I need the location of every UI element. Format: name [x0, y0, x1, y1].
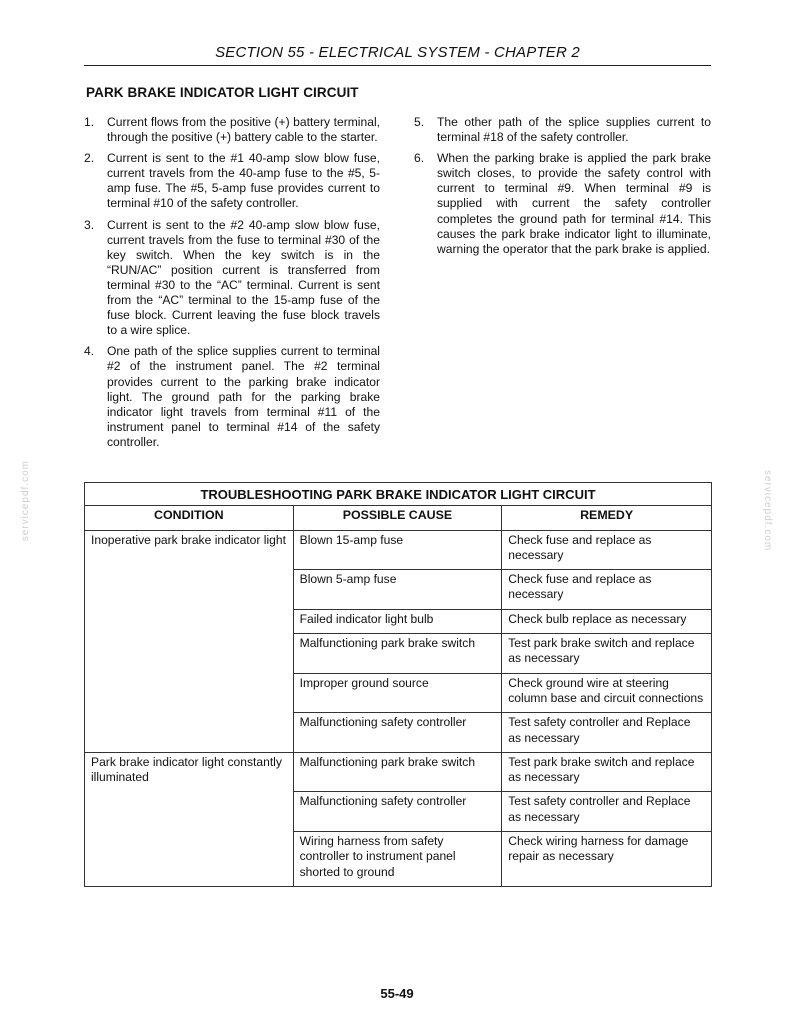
column-header-remedy: REMEDY: [502, 506, 712, 530]
step-text: One path of the splice supplies current to terminal #2 of the instrument panel. The #2 terminal provides current to the parking brake indicator light. The ground path for the parking brake indicator light travels from terminal #11 of the instrument panel to terminal #14 of the safety controller.: [107, 344, 380, 449]
cause-cell: Malfunctioning park brake switch: [293, 634, 502, 674]
step-item: [414, 115, 711, 145]
remedy-cell: Check bulb replace as necessary: [502, 609, 712, 633]
step-text: When the parking brake is applied the park brake switch closes, to provide the safety control with current to terminal #9. When terminal #9 is supplied with current the safety controller completes the ground path for terminal #14. This causes the park brake indicator light to illuminate, warning the operator that the park brake is applied.: [437, 151, 711, 256]
remedy-cell: Check ground wire at steering column base and circuit connections: [502, 673, 712, 713]
step-item: [84, 151, 380, 211]
header-rule: [84, 65, 711, 66]
cause-cell: Improper ground source: [293, 673, 502, 713]
table-header-row: [85, 506, 712, 530]
troubleshooting-table: [84, 482, 712, 887]
table-row: [85, 530, 712, 570]
remedy-cell: Test safety controller and Replace as necessary: [502, 713, 712, 753]
step-text: Current is sent to the #2 40-amp slow blow fuse, current travels from the fuse to terminal #30 of the key switch. When the key switch is in the “RUN/AC” position current is transferred from terminal #30 to the “AC” terminal. Current is sent from the “AC” terminal to the 15-amp fuse of the fuse block. Current leaving the fuse block travels to a wire splice.: [107, 217, 380, 338]
table-row: [85, 752, 712, 792]
cause-cell: Malfunctioning safety controller: [293, 713, 502, 753]
step-number: 4.: [84, 344, 95, 359]
cause-cell: Blown 15-amp fuse: [293, 530, 502, 570]
condition-cell: Inoperative park brake indicator light: [85, 530, 294, 752]
cause-cell: Wiring harness from safety controller to instrument panel shorted to ground: [293, 832, 502, 887]
watermark-right: servicepdf.com: [762, 470, 773, 552]
watermark-left: servicepdf.com: [20, 460, 31, 542]
remedy-cell: Check fuse and replace as necessary: [502, 530, 712, 570]
step-number: 5.: [414, 115, 425, 129]
column-header-condition: CONDITION: [85, 506, 294, 530]
step-text: Current flows from the positive (+) battery terminal, through the positive (+) battery cable to the starter.: [107, 115, 380, 145]
table-title-row: [85, 483, 712, 506]
cause-cell: Malfunctioning park brake switch: [293, 752, 502, 792]
step-text: Current is sent to the #1 40-amp slow blow fuse, current travels from the 40-amp fuse to the #5, 5-amp fuse. The #5, 5-amp fuse provides current to terminal #10 of the safety controller.: [107, 151, 380, 211]
remedy-cell: Check wiring harness for damage repair as necessary: [502, 832, 712, 887]
column-header-cause: POSSIBLE CAUSE: [293, 506, 502, 530]
cause-cell: Blown 5-amp fuse: [293, 570, 502, 610]
steps-list-left: [84, 115, 380, 456]
condition-cell: Park brake indicator light constantly illuminated: [85, 752, 294, 886]
step-item: [84, 115, 380, 145]
section-title: PARK BRAKE INDICATOR LIGHT CIRCUIT: [86, 85, 359, 100]
steps-list-right: [414, 115, 711, 263]
step-number: 1.: [84, 115, 95, 129]
step-item: [414, 151, 711, 257]
remedy-cell: Test park brake switch and replace as necessary: [502, 634, 712, 674]
step-item: [84, 218, 380, 339]
page-header: SECTION 55 - ELECTRICAL SYSTEM - CHAPTER 2: [215, 44, 580, 61]
cause-cell: Malfunctioning safety controller: [293, 792, 502, 832]
table-title: TROUBLESHOOTING PARK BRAKE INDICATOR LIGHT CIRCUIT: [85, 483, 712, 506]
cause-cell: Failed indicator light bulb: [293, 609, 502, 633]
page-number: 55-49: [380, 986, 414, 1001]
remedy-cell: Test park brake switch and replace as necessary: [502, 752, 712, 792]
step-number: 3.: [84, 217, 95, 232]
step-number: 6.: [414, 151, 425, 166]
step-text: The other path of the splice supplies current to terminal #18 of the safety controller.: [437, 115, 711, 145]
step-number: 2.: [84, 151, 95, 166]
step-item: [84, 344, 380, 450]
remedy-cell: Check fuse and replace as necessary: [502, 570, 712, 610]
remedy-cell: Test safety controller and Replace as necessary: [502, 792, 712, 832]
